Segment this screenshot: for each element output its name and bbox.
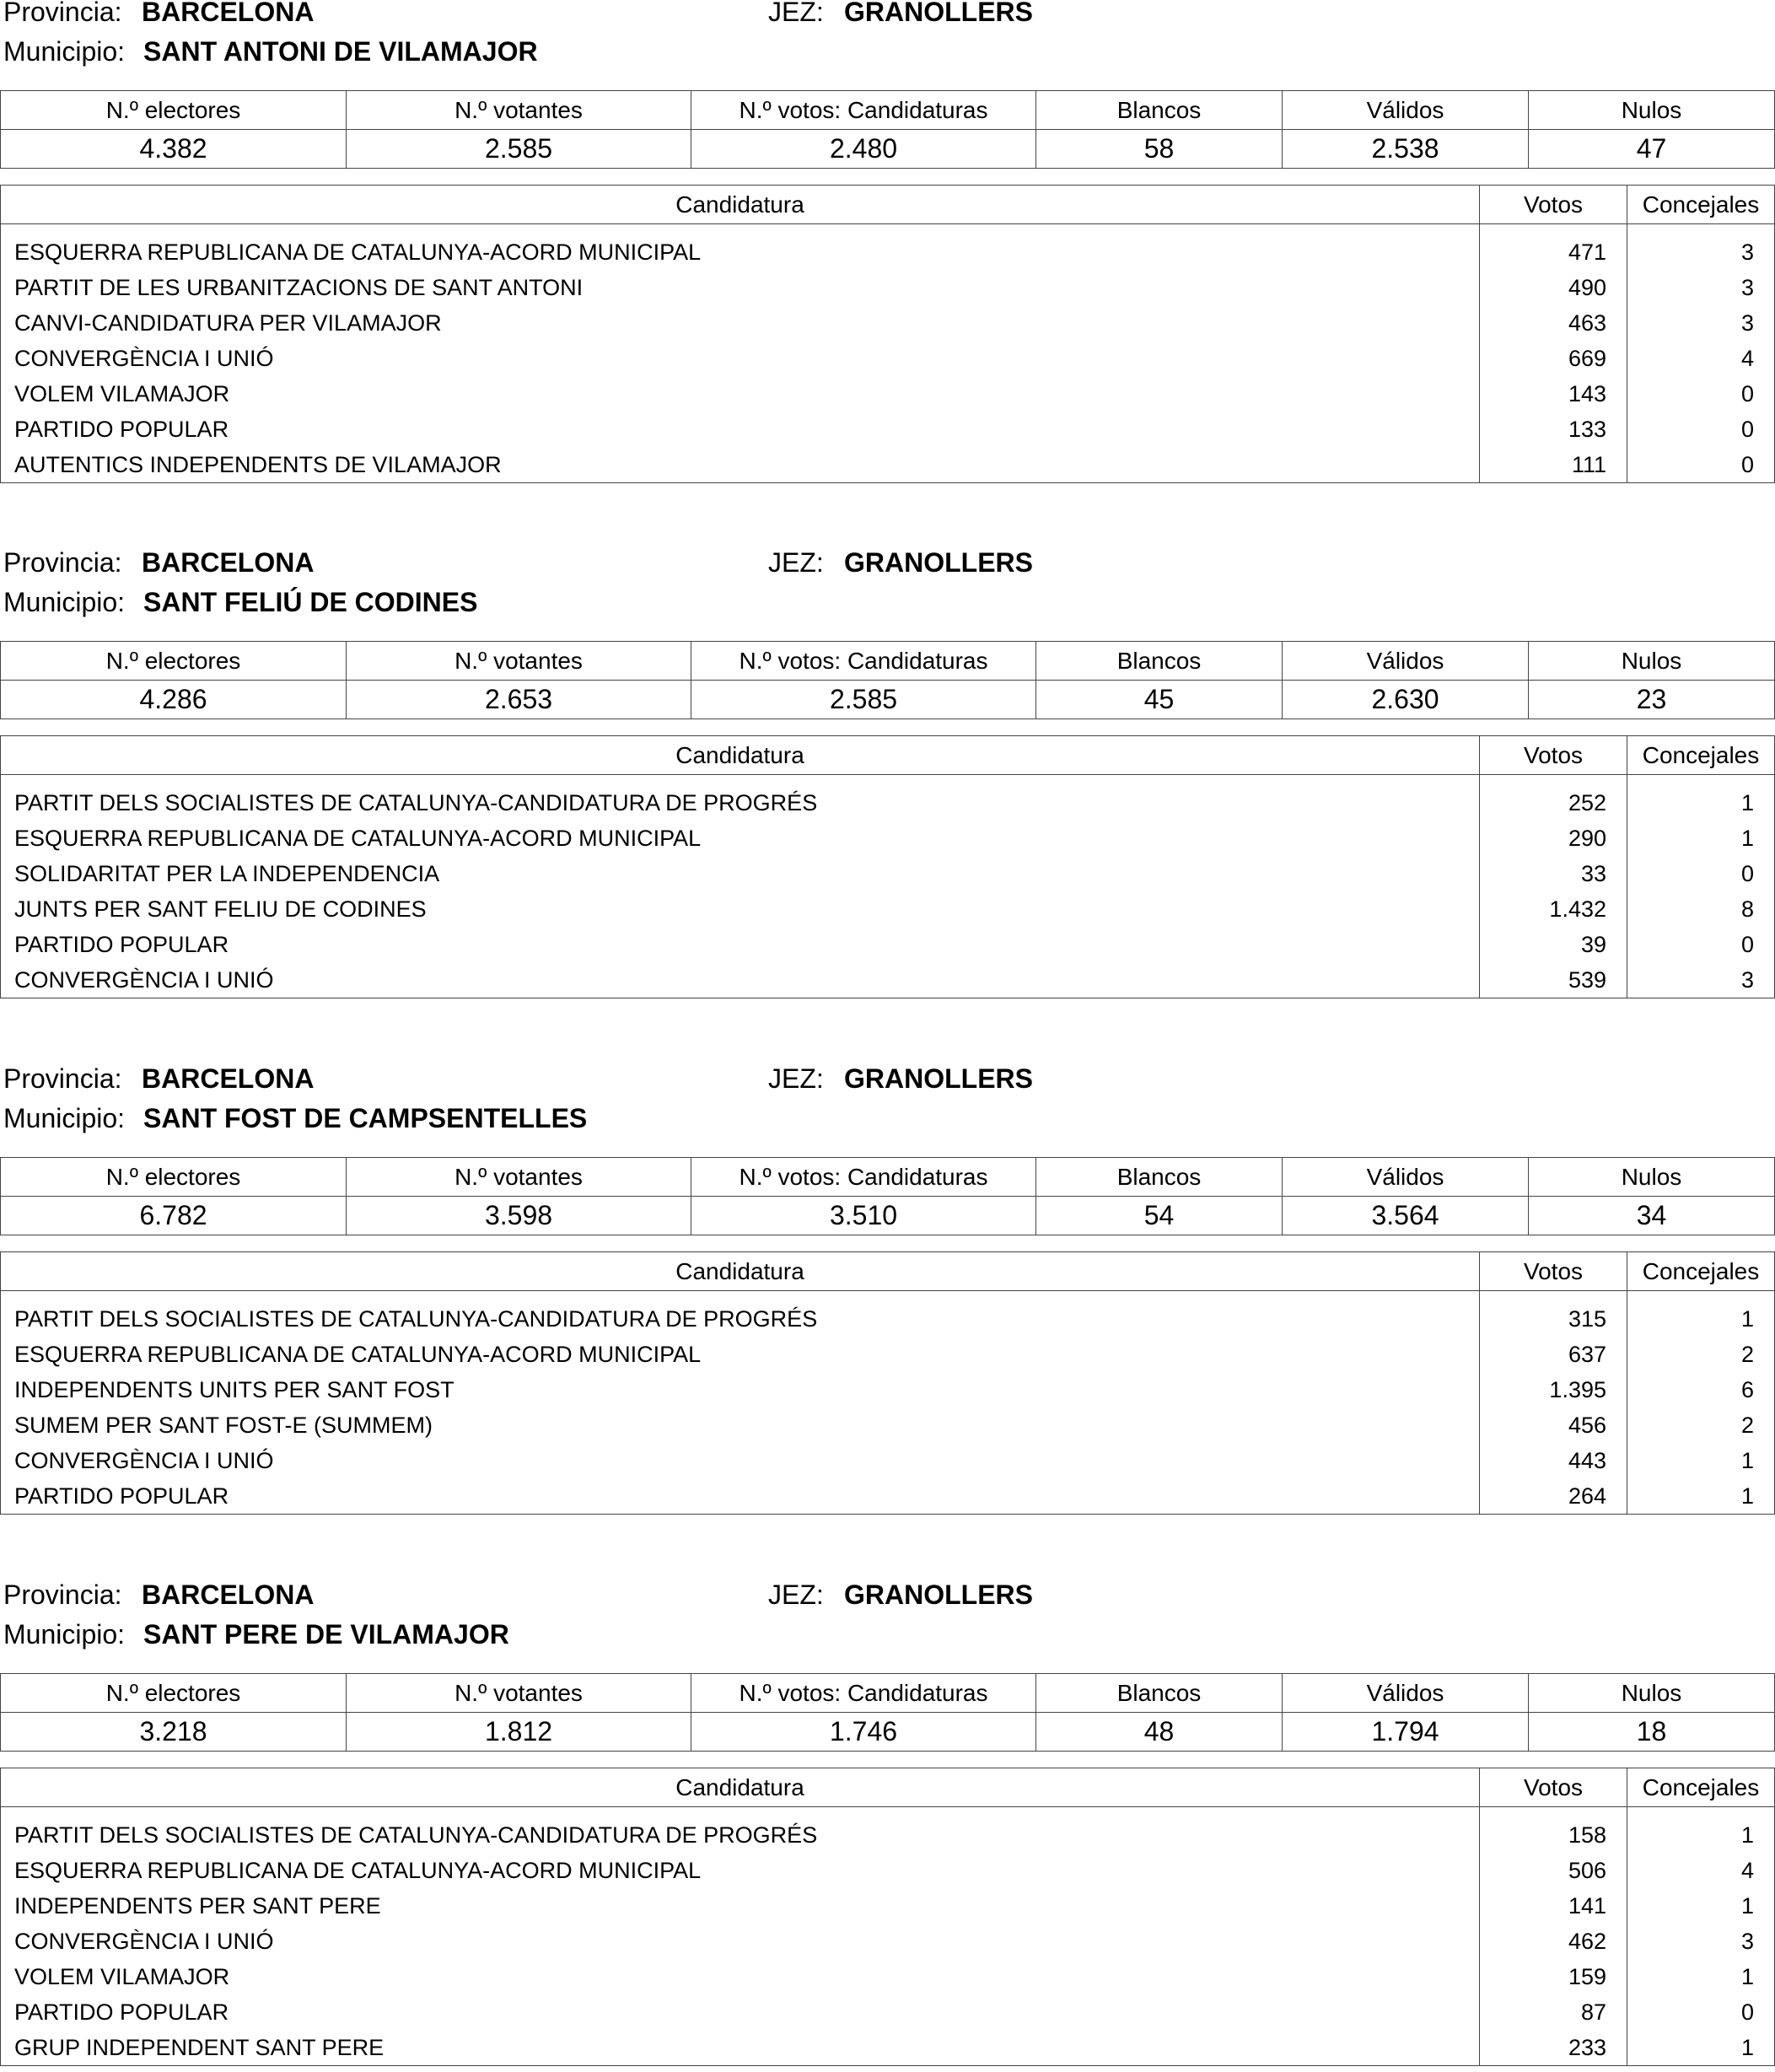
jez-label: JEZ:	[768, 1063, 824, 1094]
votos-header: Votos	[1480, 1252, 1627, 1291]
summary-header-cell: Blancos	[1036, 1158, 1283, 1197]
municipio-value: SANT PERE DE VILAMAJOR	[143, 1619, 509, 1650]
summary-header-cell: N.º votos: Candidaturas	[691, 642, 1036, 681]
votos-value: 471	[1480, 224, 1627, 271]
candidatura-name: VOLEM VILAMAJOR	[14, 380, 230, 406]
summary-header-cell: Válidos	[1283, 1158, 1529, 1197]
summary-header-cell: Nulos	[1529, 91, 1775, 130]
candidatura-name: ESQUERRA REPUBLICANA DE CATALUNYA-ACORD MUNICIPAL	[14, 239, 702, 265]
votos-value: 462	[1480, 1924, 1627, 1959]
table-row	[1, 1372, 1775, 1407]
summary-value-row	[1, 681, 1775, 719]
concejales-header: Concejales	[1627, 1768, 1775, 1807]
table-row	[1, 1337, 1775, 1372]
candidatura-name: PARTIDO POPULAR	[14, 416, 229, 442]
summary-value-row	[1, 1713, 1775, 1752]
candidatura-name: PARTIDO POPULAR	[14, 931, 229, 957]
table-row	[1, 1853, 1775, 1888]
jez-value: GRANOLLERS	[844, 547, 1033, 578]
summary-table	[0, 641, 1775, 719]
candidatura-name: PARTIDO POPULAR	[14, 1999, 229, 2025]
summary-value-row	[1, 1197, 1775, 1235]
candidatura-name: AUTENTICS INDEPENDENTS DE VILAMAJOR	[14, 451, 502, 477]
concejales-value: 1	[1627, 1291, 1775, 1337]
summary-value-cell: 23	[1529, 681, 1775, 719]
votos-value: 264	[1480, 1478, 1627, 1515]
table-row	[1, 821, 1775, 856]
votos-value: 143	[1480, 376, 1627, 412]
summary-header-cell: Nulos	[1529, 1674, 1775, 1713]
candidatura-name: INDEPENDENTS PER SANT PERE	[14, 1892, 381, 1919]
summary-value-cell: 48	[1036, 1713, 1283, 1752]
candidatura-name: ESQUERRA REPUBLICANA DE CATALUNYA-ACORD MUNICIPAL	[14, 1857, 702, 1883]
candidatura-name: GRUP INDEPENDENT SANT PERE	[14, 2034, 385, 2060]
municipio-value: SANT FELIÚ DE CODINES	[143, 587, 478, 617]
summary-value-cell: 2.480	[691, 130, 1036, 169]
summary-header-cell: Blancos	[1036, 91, 1283, 130]
votos-value: 1.395	[1480, 1372, 1627, 1407]
summary-value-cell: 3.218	[1, 1713, 347, 1752]
table-row	[1, 1407, 1775, 1443]
summary-value-cell: 1.812	[347, 1713, 691, 1752]
jez-value: GRANOLLERS	[844, 1580, 1033, 1610]
summary-value-cell: 47	[1529, 130, 1775, 169]
municipality-block	[0, 0, 1775, 489]
votos-value: 539	[1480, 962, 1627, 998]
table-row	[1, 1994, 1775, 2030]
summary-value-cell: 2.585	[691, 681, 1036, 719]
candidaturas-table	[0, 1768, 1775, 2066]
votos-value: 315	[1480, 1291, 1627, 1337]
candidatura-name: PARTIDO POPULAR	[14, 1483, 229, 1509]
candidatura-name: INDEPENDENTS UNITS PER SANT FOST	[14, 1376, 455, 1402]
summary-value-cell: 2.585	[347, 130, 691, 169]
votos-header: Votos	[1480, 1768, 1627, 1807]
concejales-value: 4	[1627, 341, 1775, 376]
candidatura-name: PARTIT DELS SOCIALISTES DE CATALUNYA-CANDIDATURA DE PROGRÉS	[14, 1305, 818, 1332]
concejales-value: 3	[1627, 305, 1775, 341]
concejales-value: 3	[1627, 270, 1775, 305]
summary-value-cell: 4.286	[1, 681, 347, 719]
summary-header-cell: Nulos	[1529, 1158, 1775, 1197]
summary-header-cell: N.º votos: Candidaturas	[691, 1158, 1036, 1197]
table-row	[1, 341, 1775, 376]
table-row	[1, 1924, 1775, 1959]
summary-header-cell: Blancos	[1036, 642, 1283, 681]
candidaturas-table	[0, 1251, 1775, 1515]
candidaturas-header-row	[1, 186, 1775, 224]
summary-table	[0, 1673, 1775, 1752]
candidatura-header: Candidatura	[1, 1768, 1480, 1807]
votos-value: 33	[1480, 856, 1627, 891]
summary-value-cell: 54	[1036, 1197, 1283, 1235]
votos-header: Votos	[1480, 736, 1627, 775]
votos-value: 290	[1480, 821, 1627, 856]
summary-value-cell: 45	[1036, 681, 1283, 719]
concejales-value: 2	[1627, 1337, 1775, 1372]
concejales-value: 1	[1627, 1888, 1775, 1924]
votos-value: 39	[1480, 927, 1627, 962]
candidatura-name: SOLIDARITAT PER LA INDEPENDENCIA	[14, 860, 440, 886]
votos-header: Votos	[1480, 186, 1627, 224]
candidatura-name: JUNTS PER SANT FELIU DE CODINES	[14, 896, 427, 922]
jez-label: JEZ:	[768, 0, 824, 27]
concejales-value: 0	[1627, 376, 1775, 412]
summary-header-cell: N.º votos: Candidaturas	[691, 91, 1036, 130]
table-row	[1, 376, 1775, 412]
municipio-value: SANT FOST DE CAMPSENTELLES	[143, 1103, 588, 1133]
concejales-value: 1	[1627, 775, 1775, 821]
summary-value-cell: 2.538	[1283, 130, 1529, 169]
summary-header-row	[1, 91, 1775, 130]
table-row	[1, 224, 1775, 271]
candidatura-name: CONVERGÈNCIA I UNIÓ	[14, 966, 274, 993]
summary-header-cell: N.º votantes	[347, 642, 691, 681]
summary-value-cell: 3.564	[1283, 1197, 1529, 1235]
table-row	[1, 1443, 1775, 1478]
votos-value: 133	[1480, 412, 1627, 447]
summary-header-cell: N.º electores	[1, 1674, 347, 1713]
concejales-value: 3	[1627, 962, 1775, 998]
concejales-value: 1	[1627, 1478, 1775, 1515]
table-row	[1, 412, 1775, 447]
summary-value-cell: 2.653	[347, 681, 691, 719]
summary-header-cell: N.º votantes	[347, 1674, 691, 1713]
concejales-value: 0	[1627, 447, 1775, 483]
votos-value: 233	[1480, 2030, 1627, 2066]
candidatura-name: CONVERGÈNCIA I UNIÓ	[14, 345, 274, 371]
table-row	[1, 1291, 1775, 1337]
jez-label: JEZ:	[768, 547, 824, 578]
summary-header-row	[1, 1674, 1775, 1713]
concejales-value: 4	[1627, 1853, 1775, 1888]
candidatura-header: Candidatura	[1, 1252, 1480, 1291]
votos-value: 141	[1480, 1888, 1627, 1924]
candidatura-name: PARTIT DELS SOCIALISTES DE CATALUNYA-CANDIDATURA DE PROGRÉS	[14, 789, 818, 815]
table-row	[1, 1807, 1775, 1854]
provincia-value: BARCELONA	[142, 1063, 315, 1094]
candidatura-header: Candidatura	[1, 186, 1480, 224]
votos-value: 637	[1480, 1337, 1627, 1372]
summary-value-cell: 34	[1529, 1197, 1775, 1235]
concejales-header: Concejales	[1627, 1252, 1775, 1291]
summary-header-cell: Blancos	[1036, 1674, 1283, 1713]
summary-value-cell: 1.746	[691, 1713, 1036, 1752]
concejales-value: 1	[1627, 2030, 1775, 2066]
summary-header-cell: Válidos	[1283, 1674, 1529, 1713]
candidaturas-table	[0, 735, 1775, 998]
table-row	[1, 305, 1775, 341]
summary-header-cell: N.º electores	[1, 642, 347, 681]
table-row	[1, 962, 1775, 998]
provincia-value: BARCELONA	[142, 1580, 315, 1610]
provincia-label: Provincia:	[3, 547, 122, 578]
candidatura-name: ESQUERRA REPUBLICANA DE CATALUNYA-ACORD MUNICIPAL	[14, 825, 702, 851]
table-row	[1, 1959, 1775, 1994]
summary-table	[0, 90, 1775, 169]
municipality-block	[0, 1580, 1775, 2072]
concejales-value: 2	[1627, 1407, 1775, 1443]
jez-value: GRANOLLERS	[844, 1063, 1033, 1094]
summary-header-row	[1, 1158, 1775, 1197]
candidatura-name: VOLEM VILAMAJOR	[14, 1963, 230, 1989]
concejales-value: 0	[1627, 1994, 1775, 2030]
table-row	[1, 891, 1775, 927]
candidaturas-header-row	[1, 1252, 1775, 1291]
votos-value: 443	[1480, 1443, 1627, 1478]
provincia-value: BARCELONA	[142, 0, 315, 27]
votos-value: 506	[1480, 1853, 1627, 1888]
candidaturas-header-row	[1, 736, 1775, 775]
candidatura-name: CANVI-CANDIDATURA PER VILAMAJOR	[14, 309, 442, 336]
municipality-block	[0, 1063, 1775, 1556]
summary-header-cell: N.º electores	[1, 1158, 347, 1197]
municipio-label: Municipio:	[3, 1619, 126, 1650]
candidatura-name: PARTIT DELS SOCIALISTES DE CATALUNYA-CANDIDATURA DE PROGRÉS	[14, 1822, 818, 1848]
concejales-value: 1	[1627, 1807, 1775, 1854]
summary-header-cell: N.º votos: Candidaturas	[691, 1674, 1036, 1713]
table-row	[1, 2030, 1775, 2066]
jez-value: GRANOLLERS	[844, 0, 1033, 27]
votos-value: 159	[1480, 1959, 1627, 1994]
summary-value-cell: 3.510	[691, 1197, 1036, 1235]
table-row	[1, 856, 1775, 891]
votos-value: 1.432	[1480, 891, 1627, 927]
provincia-label: Provincia:	[3, 0, 122, 27]
jez-label: JEZ:	[768, 1580, 824, 1610]
table-row	[1, 447, 1775, 483]
provincia-label: Provincia:	[3, 1063, 122, 1094]
concejales-value: 3	[1627, 224, 1775, 271]
concejales-value: 6	[1627, 1372, 1775, 1407]
summary-value-cell: 4.382	[1, 130, 347, 169]
summary-value-cell: 58	[1036, 130, 1283, 169]
summary-value-cell: 3.598	[347, 1197, 691, 1235]
summary-value-cell: 18	[1529, 1713, 1775, 1752]
votos-value: 669	[1480, 341, 1627, 376]
candidatura-name: PARTIT DE LES URBANITZACIONS DE SANT ANTONI	[14, 274, 584, 300]
summary-value-row	[1, 130, 1775, 169]
concejales-value: 8	[1627, 891, 1775, 927]
candidaturas-header-row	[1, 1768, 1775, 1807]
candidatura-name: ESQUERRA REPUBLICANA DE CATALUNYA-ACORD MUNICIPAL	[14, 1341, 702, 1367]
candidatura-name: CONVERGÈNCIA I UNIÓ	[14, 1447, 274, 1473]
candidatura-name: CONVERGÈNCIA I UNIÓ	[14, 1928, 274, 1954]
concejales-value: 1	[1627, 1443, 1775, 1478]
concejales-value: 0	[1627, 927, 1775, 962]
provincia-value: BARCELONA	[142, 547, 315, 578]
candidaturas-table	[0, 185, 1775, 483]
concejales-value: 0	[1627, 856, 1775, 891]
municipality-block	[0, 547, 1775, 1040]
concejales-header: Concejales	[1627, 186, 1775, 224]
concejales-value: 1	[1627, 1959, 1775, 1994]
table-row	[1, 1478, 1775, 1515]
table-row	[1, 927, 1775, 962]
votos-value: 456	[1480, 1407, 1627, 1443]
summary-header-row	[1, 642, 1775, 681]
municipio-label: Municipio:	[3, 36, 126, 67]
summary-header-cell: Válidos	[1283, 642, 1529, 681]
concejales-value: 3	[1627, 1924, 1775, 1959]
concejales-value: 0	[1627, 412, 1775, 447]
summary-header-cell: N.º electores	[1, 91, 347, 130]
votos-value: 463	[1480, 305, 1627, 341]
votos-value: 87	[1480, 1994, 1627, 2030]
table-row	[1, 270, 1775, 305]
summary-header-cell: N.º votantes	[347, 91, 691, 130]
summary-header-cell: Nulos	[1529, 642, 1775, 681]
municipio-label: Municipio:	[3, 587, 126, 617]
table-row	[1, 1888, 1775, 1924]
municipio-value: SANT ANTONI DE VILAMAJOR	[143, 36, 538, 67]
summary-table	[0, 1157, 1775, 1235]
votos-value: 252	[1480, 775, 1627, 821]
votos-value: 158	[1480, 1807, 1627, 1854]
provincia-label: Provincia:	[3, 1580, 122, 1610]
municipio-label: Municipio:	[3, 1103, 126, 1133]
candidatura-name: SUMEM PER SANT FOST-E (SUMMEM)	[14, 1412, 433, 1438]
summary-value-cell: 2.630	[1283, 681, 1529, 719]
votos-value: 111	[1480, 447, 1627, 483]
votos-value: 490	[1480, 270, 1627, 305]
candidatura-header: Candidatura	[1, 736, 1480, 775]
summary-header-cell: N.º votantes	[347, 1158, 691, 1197]
concejales-header: Concejales	[1627, 736, 1775, 775]
summary-value-cell: 6.782	[1, 1197, 347, 1235]
table-row	[1, 775, 1775, 821]
concejales-value: 1	[1627, 821, 1775, 856]
summary-value-cell: 1.794	[1283, 1713, 1529, 1752]
summary-header-cell: Válidos	[1283, 91, 1529, 130]
